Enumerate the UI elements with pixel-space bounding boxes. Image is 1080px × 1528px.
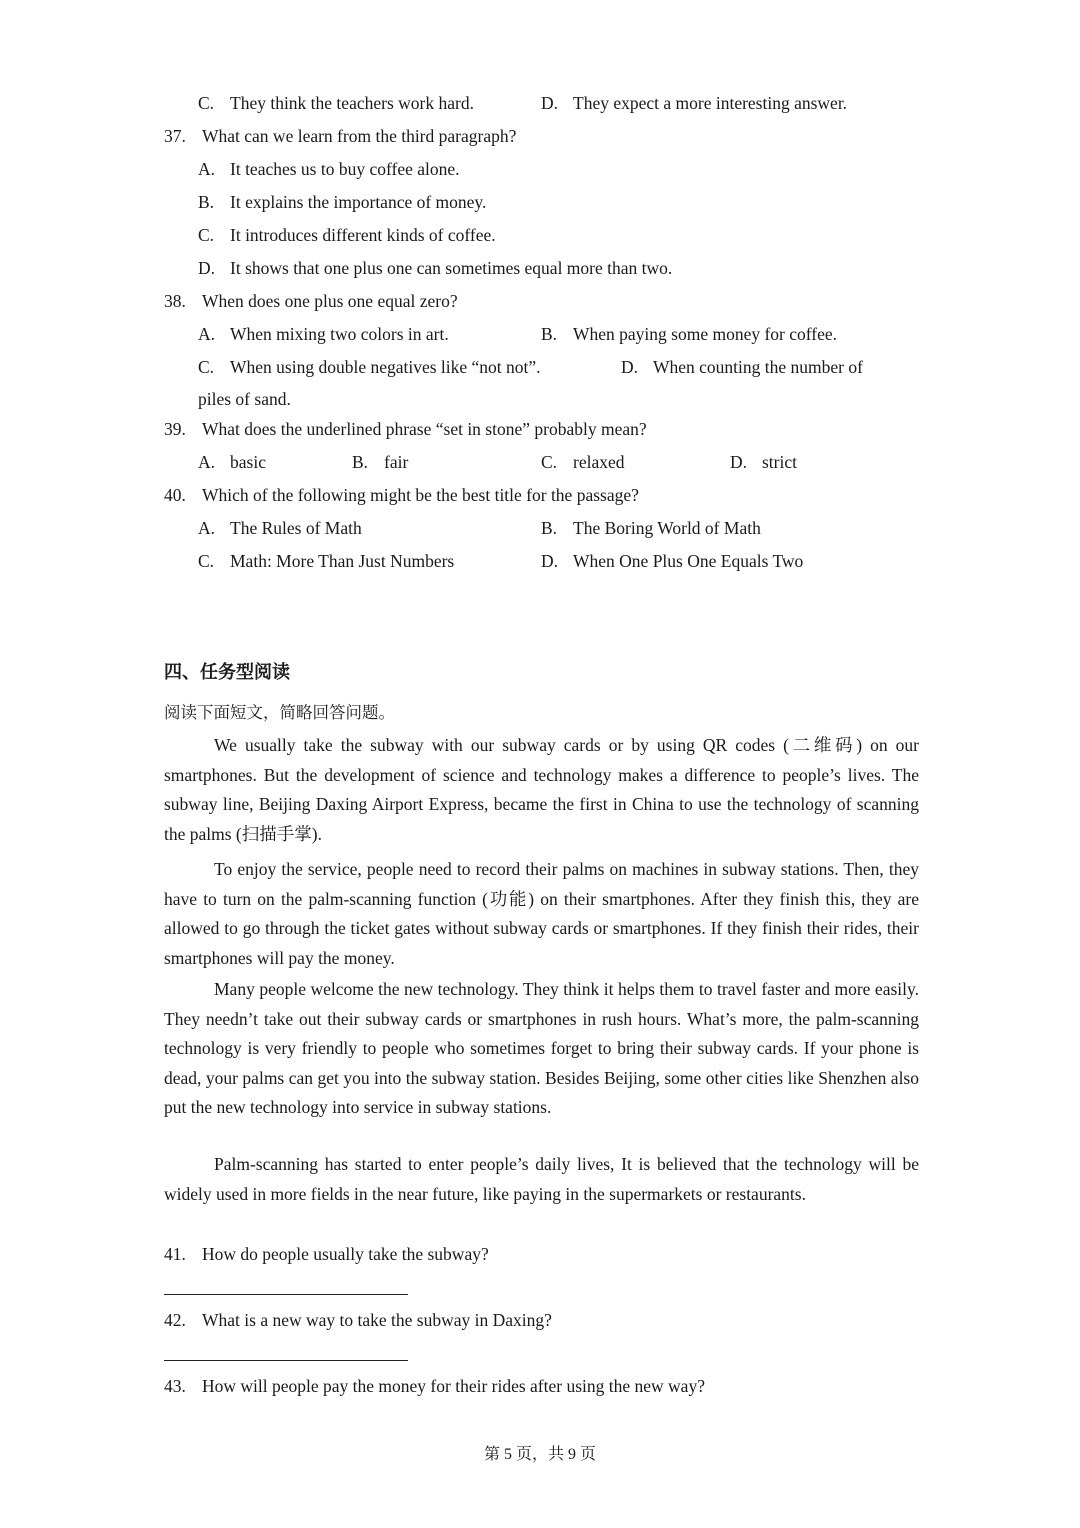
passage-paragraph-1: We usually take the subway with our subway cards or by using QR codes (二维码) on our smartphones. But the development of science and technology makes a difference to people’s lives. The subway line, Beijing Daxing Airport Express, became the first in China to use the technology of scanning the palms (扫描手掌).	[164, 735, 919, 844]
q37-question: 37. What can we learn from the third paragraph?	[164, 126, 517, 146]
q37-option-a: A. It teaches us to buy coffee alone.	[198, 159, 460, 179]
q38-question: 38. When does one plus one equal zero?	[164, 291, 458, 311]
q39-option-d: D. strict	[730, 452, 797, 472]
passage-paragraph-3: Many people welcome the new technology. They think it helps them to travel faster and more easily. They needn’t take out their subway cards or smartphones in rush hours. What’s more, the palm-scanning technology is very friendly to people who sometimes forget to bring their subway cards. If your phone is dead, your palms can get you into the subway station. Besides Beijing, some other cities like Shenzhen also put the new technology into service in subway stations.	[164, 979, 919, 1117]
q40-option-a: A. The Rules of Math	[198, 518, 362, 538]
q38-option-a: A. When mixing two colors in art.	[198, 324, 449, 344]
q41-question: 41. How do people usually take the subway?	[164, 1244, 489, 1264]
q42-answer-line[interactable]	[164, 1360, 408, 1361]
q37-option-b: B. It explains the importance of money.	[198, 192, 487, 212]
q38-option-d: D. When counting the number of	[621, 357, 863, 377]
q40-option-c: C. Math: More Than Just Numbers	[198, 551, 455, 571]
q42-question: 42. What is a new way to take the subway in Daxing?	[164, 1310, 552, 1330]
q41-answer-line[interactable]	[164, 1294, 408, 1295]
q39-question: 39. What does the underlined phrase “set in stone” probably mean?	[164, 419, 647, 439]
passage-paragraph-4: Palm-scanning has started to enter people’s daily lives, It is believed that the technology will be widely used in more fields in the near future, like paying in the supermarkets or restaurants.	[164, 1154, 919, 1204]
q37-option-c: C. It introduces different kinds of coffee.	[198, 225, 496, 245]
q37-option-d: D. It shows that one plus one can sometimes equal more than two.	[198, 258, 673, 278]
q39-option-a: A. basic	[198, 452, 266, 472]
q39-option-c: C. relaxed	[541, 452, 625, 472]
q36-option-c: C. They think the teachers work hard.	[198, 93, 474, 113]
section-title: 四、任务型阅读	[164, 662, 290, 683]
q38-option-c: C. When using double negatives like “not not”.	[198, 357, 541, 377]
q40-question: 40. Which of the following might be the best title for the passage?	[164, 485, 639, 505]
q38-option-b: B. When paying some money for coffee.	[541, 324, 838, 344]
q39-option-b: B. fair	[352, 452, 409, 472]
page-footer: 第 5 页，共 9 页	[483, 1446, 596, 1463]
passage-paragraph-2: To enjoy the service, people need to record their palms on machines in subway stations. Then, they have to turn on the palm-scanning function (功能) on their smartphones. After they finish this, they are allowed to go through the ticket gates without subway cards or smartphones. If they finish their rides, their smartphones will pay the money.	[164, 859, 919, 968]
q38-option-d-continued: piles of sand.	[198, 389, 291, 409]
q36-option-d: D. They expect a more interesting answer.	[541, 93, 848, 113]
q40-option-d: D. When One Plus One Equals Two	[541, 551, 804, 571]
q43-question: 43. How will people pay the money for their rides after using the new way?	[164, 1376, 705, 1396]
section-instructions: 阅读下面短文，简略回答问题。	[164, 703, 395, 722]
q40-option-b: B. The Boring World of Math	[541, 518, 761, 538]
